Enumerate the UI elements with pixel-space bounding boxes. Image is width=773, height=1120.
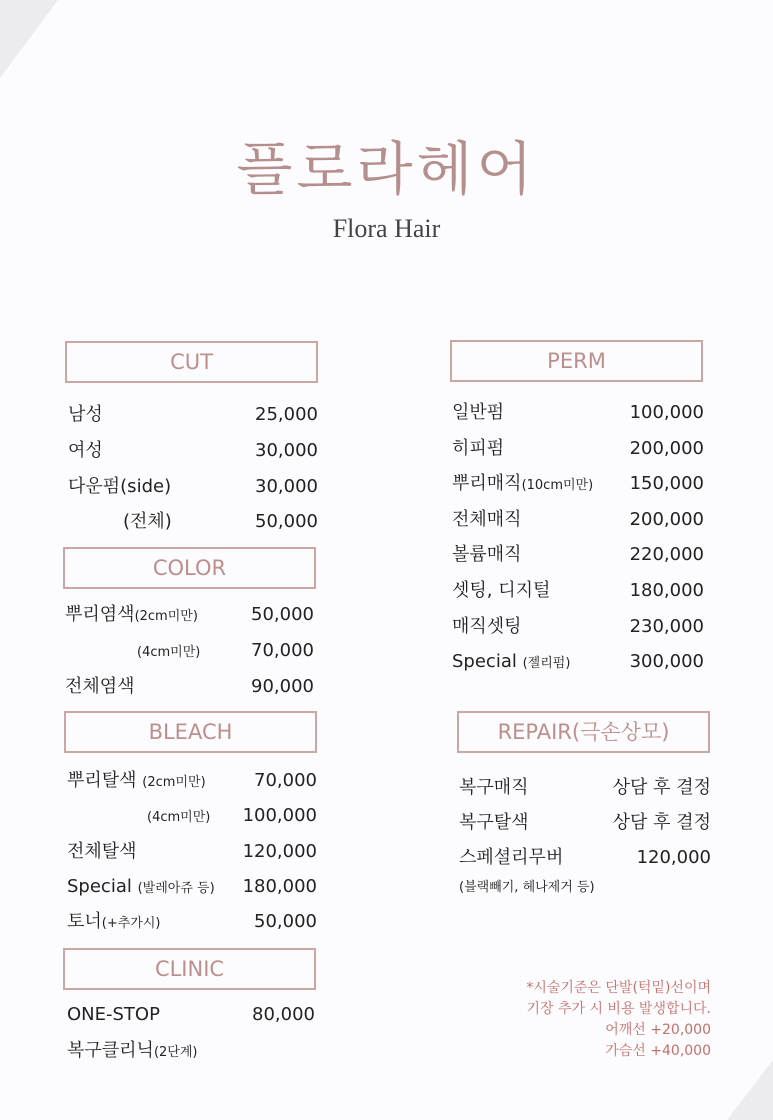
item-price: 150,000 — [629, 473, 704, 494]
section-cut-header: CUT — [65, 341, 318, 383]
item-name: 복구매직 — [459, 777, 529, 798]
section-perm-header: PERM — [450, 340, 703, 382]
section-repair-header: REPAIR(극손상모) — [457, 711, 710, 753]
item-price: 25,000 — [255, 404, 318, 425]
item-price: 70,000 — [254, 770, 317, 791]
item-price: 90,000 — [251, 676, 314, 697]
bleach-row — [67, 907, 317, 937]
item-name: 셋팅, 디지털 — [452, 580, 551, 601]
item-sub: (4cm미만) — [147, 810, 211, 825]
item-name: (전체) — [123, 511, 172, 532]
cut-row — [68, 472, 318, 502]
item-name: 뿌리염색(2cm미만) — [65, 604, 198, 625]
item-sub: (4cm미만) — [137, 645, 201, 660]
item-name: 다운펌(side) — [68, 476, 172, 497]
bleach-row — [67, 837, 317, 867]
note-line: 가슴선 +40,000 — [605, 1043, 711, 1059]
salon-title-korean: 플로라헤어 — [236, 135, 537, 203]
color-row — [65, 600, 314, 630]
item-price: 30,000 — [255, 440, 318, 461]
item-sub: (2cm미만) — [134, 609, 198, 624]
cut-row — [68, 507, 318, 537]
item-name: 매직셋팅 — [452, 616, 522, 637]
item-price: 50,000 — [255, 511, 318, 532]
item-name: 히피펌 — [452, 438, 505, 459]
item-price: 180,000 — [242, 876, 317, 897]
perm-row — [452, 540, 704, 570]
cut-row — [68, 436, 318, 466]
item-price: 300,000 — [629, 651, 704, 672]
item-sub: (발레아쥬 등) — [137, 881, 215, 896]
item-price: 50,000 — [251, 604, 314, 625]
section-clinic-header: CLINIC — [63, 948, 316, 990]
perm-row — [452, 576, 704, 606]
item-sub: (+추가시) — [101, 916, 161, 931]
salon-title-english: Flora Hair — [332, 214, 441, 243]
item-price: 상담 후 결정 — [612, 812, 711, 833]
item-name: 뿌리매직(10cm미만) — [452, 473, 594, 494]
item-price: 120,000 — [636, 847, 711, 868]
item-price: 30,000 — [255, 476, 318, 497]
section-color-header: COLOR — [63, 547, 316, 589]
item-sub: (2cm미만) — [142, 775, 206, 790]
note-line: 어깨선 +20,000 — [605, 1022, 711, 1038]
bleach-row — [67, 766, 317, 796]
item-price: 220,000 — [629, 544, 704, 565]
item-price: 200,000 — [629, 509, 704, 530]
item-name: 전체염색 — [65, 676, 135, 697]
perm-row — [452, 434, 704, 464]
item-price: 230,000 — [629, 616, 704, 637]
perm-row — [452, 505, 704, 535]
item-name: 전체매직 — [452, 509, 522, 530]
item-name: 복구클리닉(2단계) — [67, 1040, 198, 1061]
item-name: 복구탈색 — [459, 812, 529, 833]
repair-row — [459, 843, 711, 873]
item-sub: (2단계) — [153, 1045, 198, 1060]
note-line: *시술기준은 단발(턱밑)선이며 — [526, 980, 711, 996]
page-corner-top-left — [0, 0, 58, 78]
item-name: 토너(+추가시) — [67, 911, 161, 932]
item-price: 70,000 — [251, 640, 314, 661]
item-name: 여성 — [68, 440, 103, 461]
item-sub: (젤리펌) — [522, 656, 571, 671]
item-name: Special (발레아쥬 등) — [67, 876, 215, 897]
item-price: 200,000 — [629, 438, 704, 459]
color-row — [65, 672, 314, 702]
item-name: Special (젤리펌) — [452, 651, 571, 672]
item-name: 전체탈색 — [67, 841, 137, 862]
color-row — [65, 636, 314, 666]
perm-row — [452, 398, 704, 428]
perm-row — [452, 612, 704, 642]
clinic-row — [67, 1036, 315, 1066]
item-price: 100,000 — [242, 805, 317, 826]
item-name: 뿌리탈색 (2cm미만) — [67, 770, 206, 791]
item-price: 80,000 — [252, 1004, 315, 1025]
repair-row — [459, 773, 711, 803]
item-name: 볼륨매직 — [452, 544, 522, 565]
item-price: 50,000 — [254, 911, 317, 932]
item-price: 120,000 — [242, 841, 317, 862]
perm-row — [452, 469, 704, 499]
item-name — [137, 636, 200, 668]
item-price: 180,000 — [629, 580, 704, 601]
page-corner-bottom-right — [727, 1060, 773, 1120]
item-price: 상담 후 결정 — [612, 777, 711, 798]
bleach-row — [67, 872, 317, 902]
note-line: 기장 추가 시 비용 발생합니다. — [526, 1001, 711, 1017]
item-name — [147, 801, 210, 833]
section-bleach-header: BLEACH — [64, 711, 317, 753]
bleach-row — [67, 801, 317, 831]
cut-row — [68, 400, 318, 430]
repair-subnote: (블랙빼기, 헤나제거 등) — [459, 880, 595, 895]
item-name: 스페셜리무버 — [459, 847, 564, 868]
clinic-row — [67, 1000, 315, 1030]
item-name: ONE-STOP — [67, 1004, 160, 1025]
item-sub: (10cm미만) — [521, 478, 594, 493]
repair-row — [459, 808, 711, 838]
item-name: 일반펌 — [452, 402, 505, 423]
item-price: 100,000 — [629, 402, 704, 423]
perm-row — [452, 647, 704, 677]
item-name: 남성 — [68, 404, 103, 425]
